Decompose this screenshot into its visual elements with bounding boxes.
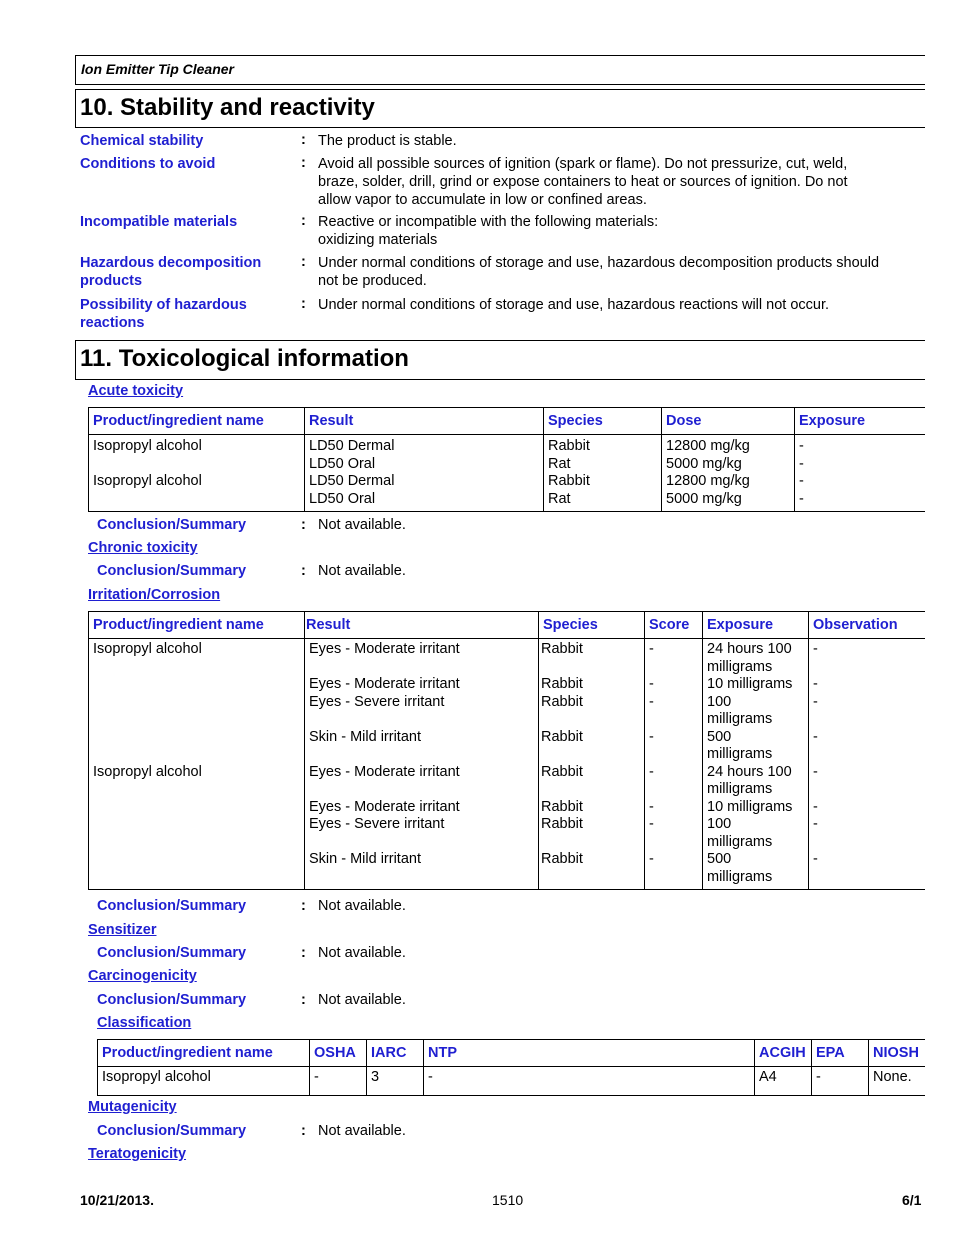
cell-species: Rabbit	[541, 676, 583, 692]
cell-result: Eyes - Moderate irritant	[309, 676, 460, 692]
classification-table	[97, 1039, 925, 1096]
value-hazardous-reactions: Under normal conditions of storage and use, hazardous reactions will not occur.	[318, 297, 830, 313]
label-incompatible-materials: Incompatible materials	[80, 214, 238, 230]
column-header: Result	[305, 408, 544, 435]
cell-species: Rabbit	[541, 641, 583, 657]
cell-exposure: milligrams	[707, 711, 773, 727]
label-conditions-to-avoid: Conditions to avoid	[80, 156, 216, 172]
colon: :	[301, 254, 306, 270]
table-row	[89, 456, 925, 474]
teratogenicity-heading[interactable]: Teratogenicity	[88, 1146, 187, 1162]
cell-species: Rabbit	[541, 728, 583, 745]
cell-species: Rabbit	[541, 763, 583, 780]
sensitizer-heading[interactable]: Sensitizer	[88, 922, 157, 938]
cell-exposure: milligrams	[707, 658, 773, 675]
conclusion-label-mutagenicity: Conclusion/Summary	[97, 1123, 247, 1139]
cell-exposure: 10 milligrams	[707, 676, 793, 692]
column-header: OSHA	[310, 1040, 367, 1067]
column-header: Product/ingredient name	[89, 408, 305, 435]
table-header-row	[98, 1040, 925, 1067]
colon: :	[301, 1123, 306, 1139]
colon: :	[301, 132, 306, 148]
cell-result: LD50 Oral	[309, 455, 376, 472]
cell-exposure: milligrams	[707, 833, 773, 850]
column-header: IARC	[367, 1040, 424, 1067]
colon: :	[301, 213, 306, 229]
conclusion-value-mutagenicity: Not available.	[318, 1123, 406, 1139]
column-header: Species	[539, 612, 645, 639]
table-row	[89, 799, 925, 817]
column-header: Species	[544, 408, 662, 435]
cell-exposure: 500	[707, 728, 732, 745]
cell-species: Rat	[548, 455, 571, 472]
cell-dose: 12800 mg/kg	[666, 473, 750, 489]
footer-page-number: 6/1	[902, 1192, 922, 1208]
value-conditions-to-avoid: Avoid all possible sources of ignition (spark or flame). Do not pressurize, cut, weld, braze, solder, drill, grind or expose containers to heat or sources of ignition. Do not allow vapor to accumulate in low or confined areas.	[318, 156, 848, 208]
cell-exposure: -	[799, 455, 804, 472]
column-header: ACGIH	[755, 1040, 812, 1067]
value-chemical-stability: The product is stable.	[318, 133, 457, 149]
table-row	[89, 816, 925, 851]
cell-score: -	[649, 851, 654, 867]
cell-exposure: -	[799, 473, 804, 489]
colon: :	[301, 155, 306, 171]
cell-observation: -	[813, 763, 818, 780]
cell-observation: -	[813, 641, 818, 657]
column-header: Result	[305, 612, 539, 639]
cell-observation: -	[813, 693, 818, 710]
footer-code: 1510	[492, 1192, 524, 1208]
mutagenicity-heading[interactable]: Mutagenicity	[88, 1099, 177, 1115]
cell-species: Rabbit	[541, 816, 583, 832]
product-name: Ion Emitter Tip Cleaner	[81, 61, 234, 77]
table-row	[89, 473, 925, 491]
cell-result: Eyes - Moderate irritant	[309, 798, 460, 815]
label-hazardous-decomposition: Hazardous decomposition products	[80, 255, 262, 289]
conclusion-value-sensitizer: Not available.	[318, 945, 406, 961]
cell-score: -	[649, 693, 654, 710]
cell-species: Rat	[548, 490, 571, 507]
conclusion-value-irritation: Not available.	[318, 898, 406, 914]
product-name-box	[75, 55, 925, 85]
cell-exposure: 10 milligrams	[707, 798, 793, 815]
cell-name: Isopropyl alcohol	[93, 438, 202, 454]
conclusion-value-carcinogenicity: Not available.	[318, 992, 406, 1008]
cell-niosh: None.	[873, 1069, 912, 1085]
cell-score: -	[649, 798, 654, 815]
column-header: NIOSH	[869, 1040, 925, 1067]
table-row	[89, 491, 925, 512]
cell-result: Eyes - Severe irritant	[309, 693, 445, 710]
conclusion-label-sensitizer: Conclusion/Summary	[97, 945, 247, 961]
cell-exposure: milligrams	[707, 868, 773, 885]
cell-ntp: -	[428, 1069, 433, 1085]
conclusion-label-acute: Conclusion/Summary	[97, 517, 247, 533]
column-header: Product/ingredient name	[98, 1040, 310, 1067]
cell-exposure: 24 hours 100	[707, 641, 792, 657]
cell-exposure: 24 hours 100	[707, 763, 792, 780]
cell-score: -	[649, 676, 654, 692]
table-row	[98, 1067, 925, 1096]
table-row	[89, 764, 925, 799]
section-11-title: 11. Toxicological information	[80, 345, 409, 372]
cell-observation: -	[813, 728, 818, 745]
colon: :	[301, 945, 306, 961]
cell-observation: -	[813, 676, 818, 692]
cell-observation: -	[813, 798, 818, 815]
conclusion-value-acute: Not available.	[318, 517, 406, 533]
cell-observation: -	[813, 816, 818, 832]
cell-result: LD50 Oral	[309, 490, 376, 507]
value-hazardous-decomposition: Under normal conditions of storage and use, hazardous decomposition products should not be produced.	[318, 255, 880, 289]
column-header: Exposure	[703, 612, 809, 639]
column-header: NTP	[424, 1040, 755, 1067]
cell-name: Isopropyl alcohol	[93, 763, 202, 780]
chronic-toxicity-heading[interactable]: Chronic toxicity	[88, 540, 198, 556]
conclusion-label-chronic: Conclusion/Summary	[97, 563, 247, 579]
cell-species: Rabbit	[548, 473, 590, 489]
conclusion-label-carcinogenicity: Conclusion/Summary	[97, 992, 247, 1008]
section-10-title: 10. Stability and reactivity	[80, 94, 375, 121]
cell-iarc: 3	[371, 1069, 380, 1085]
colon: :	[301, 563, 306, 579]
cell-name: Isopropyl alcohol	[102, 1069, 211, 1085]
cell-name: Isopropyl alcohol	[93, 473, 202, 489]
table-row	[89, 435, 925, 456]
table-row	[89, 639, 925, 677]
table-header-row	[89, 408, 925, 435]
acute-toxicity-table	[88, 407, 925, 512]
value-incompatible-materials: Reactive or incompatible with the following materials: oxidizing materials	[318, 214, 659, 248]
conclusion-label-irritation: Conclusion/Summary	[97, 898, 247, 914]
cell-dose: 5000 mg/kg	[666, 455, 742, 472]
colon: :	[301, 517, 306, 533]
cell-epa: -	[816, 1069, 821, 1085]
cell-result: Skin - Mild irritant	[309, 728, 421, 745]
table-row	[89, 729, 925, 764]
irritation-table	[88, 611, 925, 890]
column-header: EPA	[812, 1040, 869, 1067]
cell-exposure: 500	[707, 851, 732, 867]
cell-dose: 5000 mg/kg	[666, 490, 742, 507]
colon: :	[301, 992, 306, 1008]
conclusion-value-chronic: Not available.	[318, 563, 406, 579]
cell-species: Rabbit	[541, 798, 583, 815]
table-row	[89, 851, 925, 890]
column-header: Score	[645, 612, 703, 639]
irritation-corrosion-heading[interactable]: Irritation/Corrosion	[88, 587, 221, 603]
cell-osha: -	[314, 1069, 319, 1085]
cell-exposure: -	[799, 490, 804, 507]
column-header: Product/ingredient name	[89, 612, 305, 639]
table-row	[89, 694, 925, 729]
cell-observation: -	[813, 851, 818, 867]
cell-result: LD50 Dermal	[309, 438, 395, 454]
cell-name: Isopropyl alcohol	[93, 641, 202, 657]
cell-exposure: -	[799, 438, 804, 454]
label-hazardous-reactions: Possibility of hazardous reactions	[80, 297, 247, 331]
table-row	[89, 676, 925, 694]
cell-result: Eyes - Moderate irritant	[309, 763, 460, 780]
cell-species: Rabbit	[541, 693, 583, 710]
cell-score: -	[649, 763, 654, 780]
cell-acgih: A4	[759, 1069, 777, 1085]
cell-score: -	[649, 728, 654, 745]
cell-result: Eyes - Moderate irritant	[309, 641, 460, 657]
cell-score: -	[649, 641, 654, 657]
colon: :	[301, 296, 306, 312]
label-chemical-stability: Chemical stability	[80, 133, 204, 149]
column-header: Dose	[662, 408, 795, 435]
cell-result: Eyes - Severe irritant	[309, 816, 445, 832]
table-header-row	[89, 612, 925, 639]
column-header: Observation	[809, 612, 925, 639]
colon: :	[301, 898, 306, 914]
cell-species: Rabbit	[541, 851, 583, 867]
classification-heading[interactable]: Classification	[97, 1015, 192, 1031]
cell-result: Skin - Mild irritant	[309, 851, 421, 867]
cell-exposure: milligrams	[707, 781, 773, 797]
cell-species: Rabbit	[548, 438, 590, 454]
cell-exposure: 100	[707, 816, 732, 832]
footer-date: 10/21/2013.	[80, 1192, 154, 1208]
cell-result: LD50 Dermal	[309, 473, 395, 489]
cell-score: -	[649, 816, 654, 832]
column-header: Exposure	[795, 408, 925, 435]
cell-exposure: 100	[707, 693, 732, 710]
acute-toxicity-heading[interactable]: Acute toxicity	[88, 383, 184, 399]
cell-dose: 12800 mg/kg	[666, 438, 750, 454]
carcinogenicity-heading[interactable]: Carcinogenicity	[88, 968, 197, 984]
cell-exposure: milligrams	[707, 746, 773, 762]
